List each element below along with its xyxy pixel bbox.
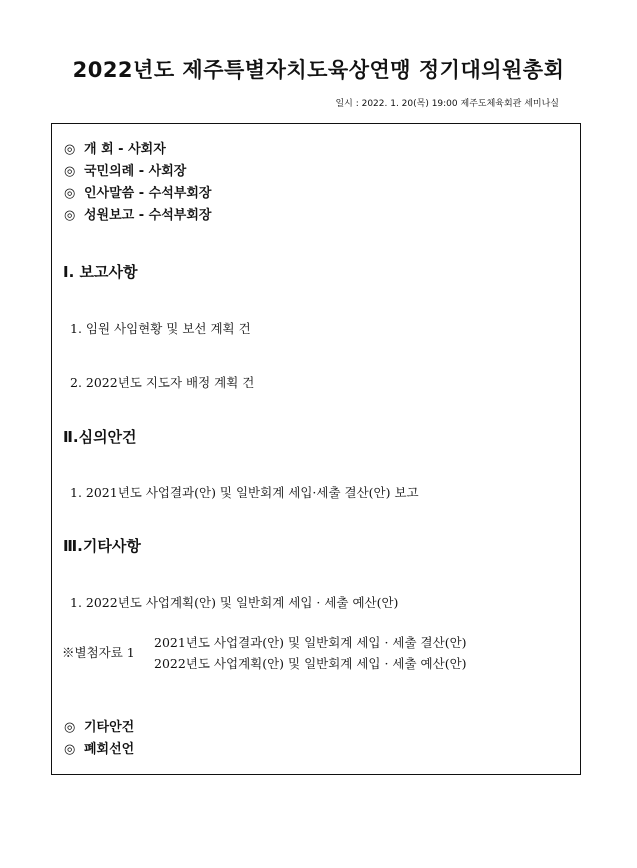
double-circle-bullet: ◎ xyxy=(64,208,76,223)
closing-item-text: 기타안건 xyxy=(84,720,135,735)
opening-item-text: 국민의례 - 사회장 xyxy=(84,164,187,179)
opening-item-text: 성원보고 - 수석부회장 xyxy=(84,208,212,223)
opening-proceedings xyxy=(64,139,211,227)
deliberation-item-1: 1. 2021년도 사업결과(안) 및 일반회계 세입·세출 결산(안) 보고 xyxy=(70,485,419,500)
attachment-lines xyxy=(154,632,467,674)
attachment-label: ※별첨자료 1 xyxy=(62,645,135,660)
double-circle-bullet: ◎ xyxy=(64,186,76,201)
double-circle-bullet: ◎ xyxy=(64,164,76,179)
attachment-line: 2021년도 사업결과(안) 및 일반회계 세입 · 세출 결산(안) xyxy=(154,635,467,650)
attachment-line: 2022년도 사업계획(안) 및 일반회계 세입 · 세출 예산(안) xyxy=(154,656,467,671)
document-title: 2022년도 제주특별자치도육상연맹 정기대의원총회 xyxy=(72,58,565,82)
opening-item-text: 인사말씀 - 수석부회장 xyxy=(84,186,212,201)
opening-item xyxy=(64,205,211,227)
meeting-dateline: 일시 : 2022. 1. 20(목) 19:00 제주도체육회관 세미나실 xyxy=(335,99,559,109)
section-heading-deliberation: Ⅱ.심의안건 xyxy=(63,428,137,446)
agenda-box xyxy=(51,123,581,775)
report-item-2: 2. 2022년도 지도자 배정 계획 건 xyxy=(70,375,255,390)
opening-item-text: 개 회 - 사회자 xyxy=(84,142,166,157)
section-heading-other: Ⅲ.기타사항 xyxy=(63,537,141,555)
double-circle-bullet: ◎ xyxy=(64,742,76,757)
other-item-1: 1. 2022년도 사업계획(안) 및 일반회계 세입 · 세출 예산(안) xyxy=(70,595,399,610)
closing-proceedings xyxy=(64,717,134,761)
closing-item xyxy=(64,717,134,739)
section-heading-reports: Ⅰ. 보고사항 xyxy=(63,263,138,281)
closing-item-text: 폐회선언 xyxy=(84,742,135,757)
double-circle-bullet: ◎ xyxy=(64,720,76,735)
opening-item xyxy=(64,183,211,205)
opening-item xyxy=(64,139,211,161)
report-item-1: 1. 임원 사임현황 및 보선 계획 건 xyxy=(70,321,251,336)
double-circle-bullet: ◎ xyxy=(64,142,76,157)
closing-item xyxy=(64,739,134,761)
opening-item xyxy=(64,161,211,183)
